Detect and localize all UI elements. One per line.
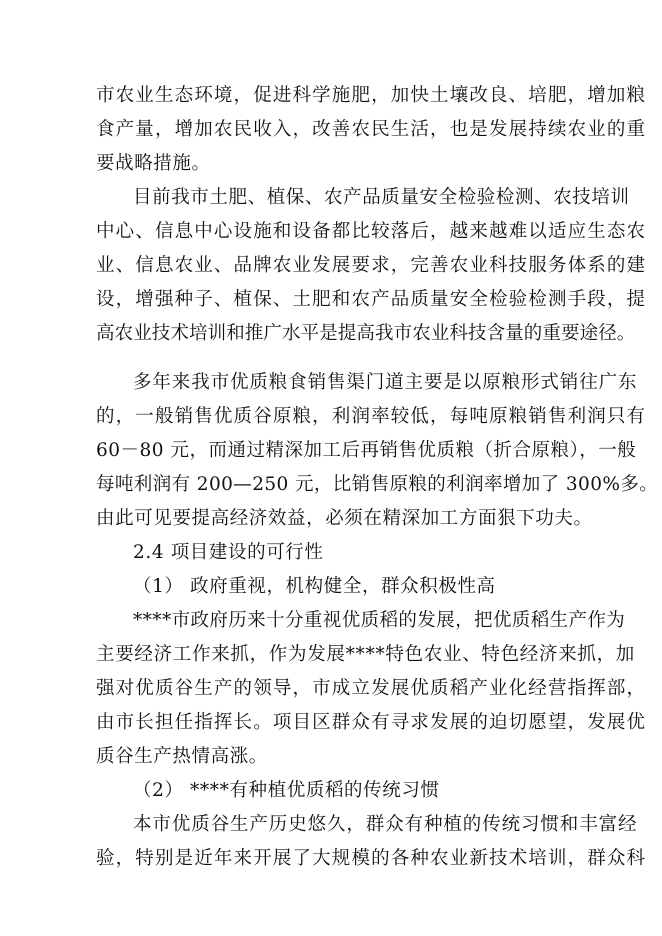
section-heading: 2.4 项目建设的可行性 [133,542,324,563]
paragraph-line: 本市优质谷生产历史悠久，群众有种植的传统习惯和丰富经 [133,814,638,835]
paragraph-line: 由市长担任指挥长。项目区群众有寻求发展的迫切愿望，发展优 [96,712,647,733]
paragraph-line: ****市政府历来十分重视优质稻的发展，把优质稻生产作为 [133,610,626,631]
paragraph-line: 业、信息农业、品牌农业发展要求，完善农业科技服务体系的建 [96,255,647,276]
paragraph-line: 质谷生产热情高涨。 [96,746,268,767]
paragraph-line: 市农业生态环境，促进科学施肥，加快土壤改良、培肥，增加粮 [96,85,647,106]
paragraph-line: 验，特别是近年来开展了大规模的各种农业新技术培训，群众科 [96,848,647,869]
subsection-heading: （1） 政府重视，机构健全，群众积极性高 [133,576,496,597]
paragraph-line: 主要经济工作来抓，作为发展****特色农业、特色经济来抓，加 [96,644,636,665]
paragraph-line: 强对优质谷生产的领导，市成立发展优质稻产业化经营指挥部， [96,678,647,699]
paragraph-line: 由此可见要提高经济效益，必须在精深加工方面狠下功夫。 [96,508,593,529]
paragraph-line: 高农业技术培训和推广水平是提高我市农业科技含量的重要途径。 [96,323,636,344]
paragraph-line: 60－80 元，而通过精深加工后再销售优质粮（折合原粮），一般 [96,440,637,461]
paragraph-line: 的，一般销售优质谷原粮，利润率较低，每吨原粮销售利润只有 [96,406,647,427]
paragraph-line: 目前我市土肥、植保、农产品质量安全检验检测、农技培训 [133,187,630,208]
paragraph-line: 要战略措施。 [96,153,211,174]
paragraph-line: 中心、信息中心设施和设备都比较落后，越来越难以适应生态农 [96,221,647,242]
subsection-heading: （2） ****有种植优质稻的传统习惯 [133,780,440,801]
paragraph-line: 食产量，增加农民收入，改善农民生活，也是发展持续农业的重 [96,119,647,140]
paragraph-line: 多年来我市优质粮食销售渠门道主要是以原粮形式销往广东 [133,372,638,393]
paragraph-line: 每吨利润有 200—250 元，比销售原粮的利润率增加了 300%多。 [96,474,659,495]
paragraph-line: 设，增强种子、植保、土肥和农产品质量安全检验检测手段，提 [96,289,647,310]
